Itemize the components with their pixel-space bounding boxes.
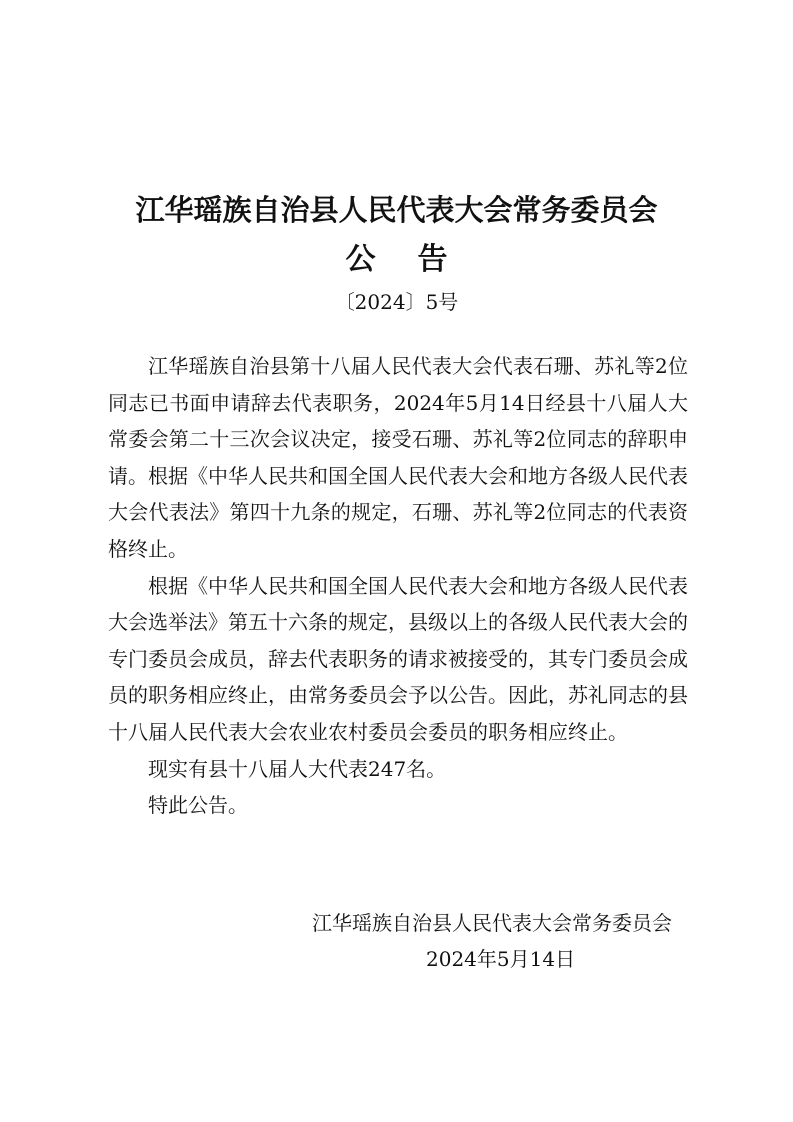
body-paragraph: 现实有县十八届人大代表247名。 (148, 756, 447, 781)
document-number: 〔2024〕5号 (334, 290, 459, 314)
document-subtitle: 公告 (345, 242, 490, 277)
body-paragraph: 根据《中华人民共和国全国人民代表大会和地方各级人民代表大会选举法》第五十六条的规定，县级以上的各级人民代表大会的专门委员会成员，辞去代表职务的请求被接受的，其专门委员会成员的职务相应终止，由常务委员会予以公告。因此，苏礼同志的县十八届人民代表大会农业农村委员会委员的职务相应终止。 (108, 573, 688, 744)
body-paragraph: 江华瑶族自治县第十八届人民代表大会代表石珊、苏礼等2位同志已书面申请辞去代表职务，2024年5月14日经县十八届人大常委会第二十三次会议决定，接受石珊、苏礼等2位同志的辞职申请。根据《中华人民共和国全国人民代表大会和地方各级人民代表大会代表法》第四十九条的规定，石珊、苏礼等2位同志的代表资格终止。 (108, 354, 688, 561)
document-body (108, 348, 688, 824)
signature-date: 2024年5月14日 (426, 947, 576, 971)
document-title: 江华瑶族自治县人民代表大会常务委员会 (135, 193, 658, 227)
signature-organization: 江华瑶族自治县人民代表大会常务委员会 (312, 911, 672, 935)
body-paragraph: 特此公告。 (148, 793, 248, 818)
